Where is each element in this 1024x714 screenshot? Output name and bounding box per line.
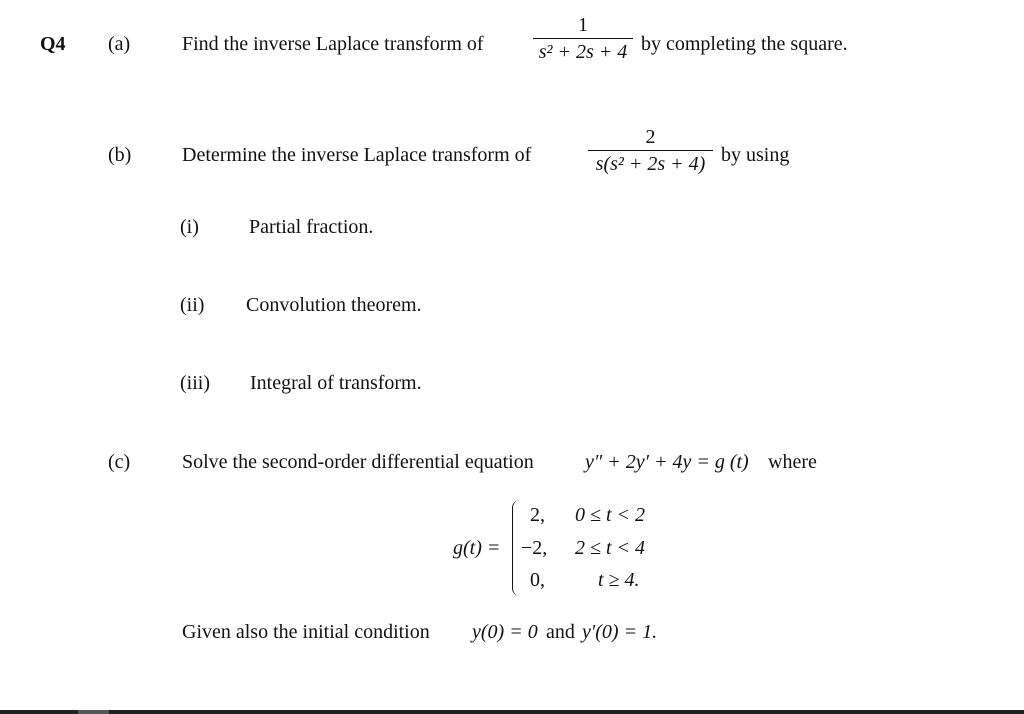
where-text: where	[768, 451, 817, 473]
piecewise-brace	[512, 500, 521, 596]
initial-condition-2: y′(0) = 1.	[582, 621, 658, 643]
part-a-text: Find the inverse Laplace transform of	[182, 33, 484, 55]
item-i-label: (i)	[180, 216, 199, 238]
part-b-text: Determine the inverse Laplace transform of	[182, 144, 532, 166]
item-ii-text: Convolution theorem.	[246, 294, 422, 316]
item-ii-label: (ii)	[180, 294, 205, 316]
case-value: 0,	[530, 569, 545, 591]
part-a-suffix: by completing the square.	[641, 33, 848, 55]
initial-condition-1: y(0) = 0	[472, 621, 538, 643]
fraction-bar	[588, 150, 713, 151]
part-b-suffix: by using	[721, 144, 790, 166]
scrollbar-thumb[interactable]	[78, 710, 109, 714]
numerator: 2	[645, 126, 656, 148]
and-text: and	[546, 621, 575, 643]
part-a-fraction	[533, 14, 633, 63]
scrollbar[interactable]	[0, 710, 1024, 714]
differential-equation: y″ + 2y′ + 4y = g (t)	[585, 451, 749, 473]
item-iii-label: (iii)	[180, 372, 210, 394]
given-text: Given also the initial condition	[182, 621, 430, 643]
case-value: −2,	[521, 537, 548, 559]
item-iii-text: Integral of transform.	[250, 372, 422, 394]
g-lhs: g(t) =	[453, 537, 501, 559]
item-i-text: Partial fraction.	[249, 216, 374, 238]
case-value: 2,	[530, 504, 545, 526]
part-a-label: (a)	[108, 33, 131, 55]
part-b-label: (b)	[108, 144, 132, 166]
fraction-bar	[533, 38, 633, 39]
case-condition: t ≥ 4.	[598, 569, 640, 591]
denominator: s(s² + 2s + 4)	[595, 153, 706, 175]
numerator: 1	[578, 14, 588, 36]
part-b-fraction	[588, 126, 713, 175]
denominator: s² + 2s + 4	[538, 41, 628, 63]
case-condition: 2 ≤ t < 4	[575, 537, 646, 559]
part-c-label: (c)	[108, 451, 131, 473]
part-c-text: Solve the second-order differential equation	[182, 451, 534, 473]
question-number: Q4	[40, 33, 66, 55]
case-condition: 0 ≤ t < 2	[575, 504, 646, 526]
